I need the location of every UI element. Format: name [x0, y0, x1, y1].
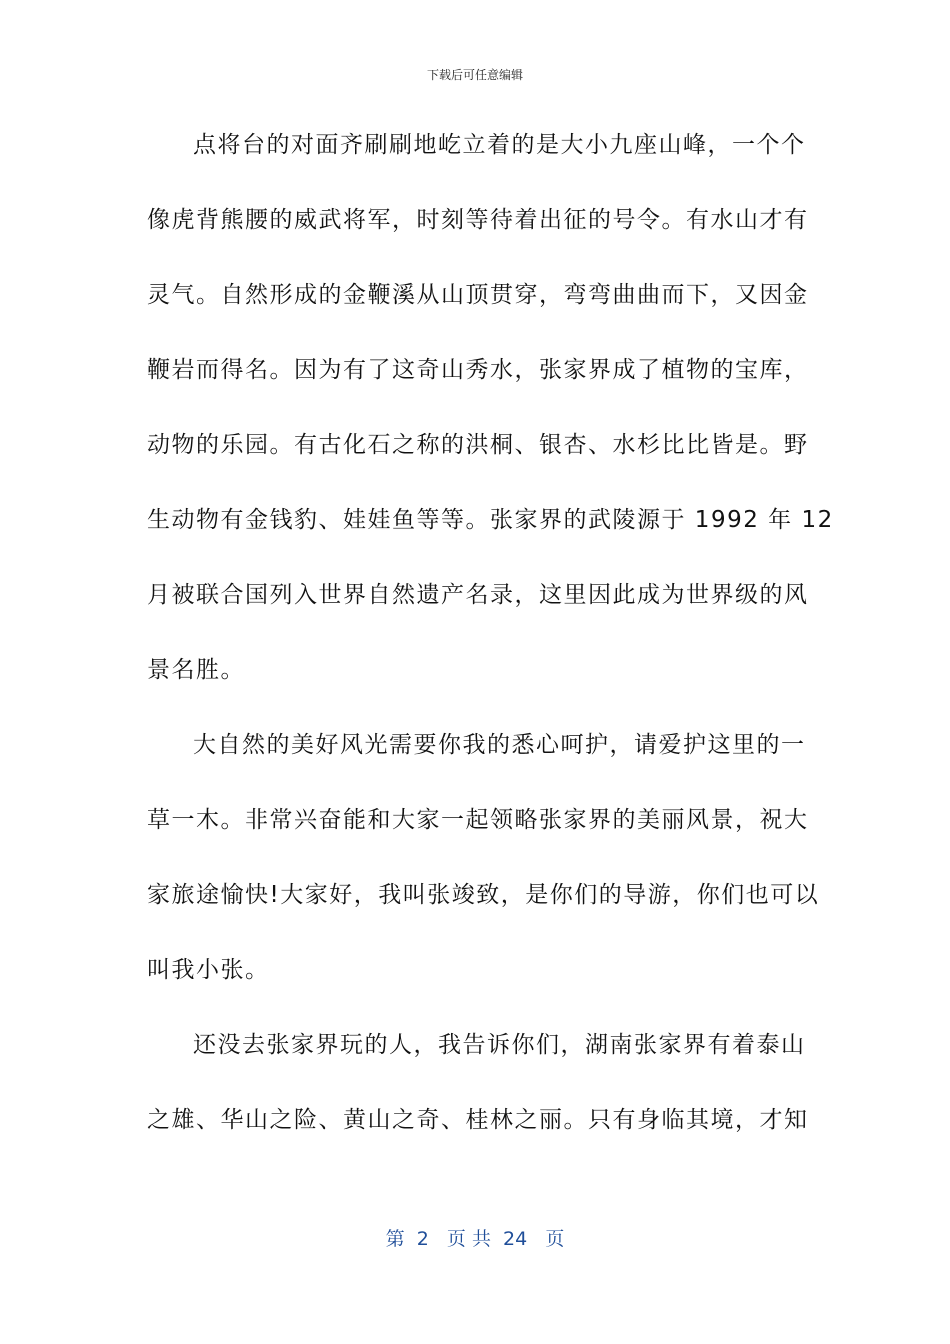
- body-line: 还没去张家界玩的人，我告诉你们，湖南张家界有着泰山: [193, 1032, 806, 1058]
- body-line: 大自然的美好风光需要你我的悉心呵护，请爱护这里的一: [193, 732, 806, 758]
- body-line: 月被联合国列入世界自然遗产名录，这里因此成为世界级的风: [147, 582, 809, 608]
- body-line: 鞭岩而得名。因为有了这奇山秀水，张家界成了植物的宝库，: [147, 357, 809, 383]
- page-number-text: 第 2 页 共 24 页: [385, 1228, 565, 1250]
- document-body: [147, 120, 834, 1170]
- body-line: 生动物有金钱豹、娃娃鱼等等。张家界的武陵源于 1992 年 12: [147, 507, 834, 533]
- body-line: 点将台的对面齐刷刷地屹立着的是大小九座山峰，一个个: [193, 132, 806, 158]
- body-line: 景名胜。: [147, 657, 245, 683]
- page-number-footer: [0, 1226, 950, 1252]
- body-line: 之雄、华山之险、黄山之奇、桂林之丽。只有身临其境，才知: [147, 1107, 809, 1133]
- page-header-note: 下载后可任意编辑: [426, 68, 523, 82]
- body-line: 像虎背熊腰的威武将军，时刻等待着出征的号令。有水山才有: [147, 207, 809, 233]
- body-line: 家旅途愉快!大家好，我叫张竣致，是你们的导游，你们也可以: [147, 882, 820, 908]
- body-line: 草一木。非常兴奋能和大家一起领略张家界的美丽风景，祝大: [147, 807, 809, 833]
- body-line: 动物的乐园。有古化石之称的洪桐、银杏、水杉比比皆是。野: [147, 432, 809, 458]
- body-line: 灵气。自然形成的金鞭溪从山顶贯穿，弯弯曲曲而下，又因金: [147, 282, 809, 308]
- body-line: 叫我小张。: [147, 957, 270, 983]
